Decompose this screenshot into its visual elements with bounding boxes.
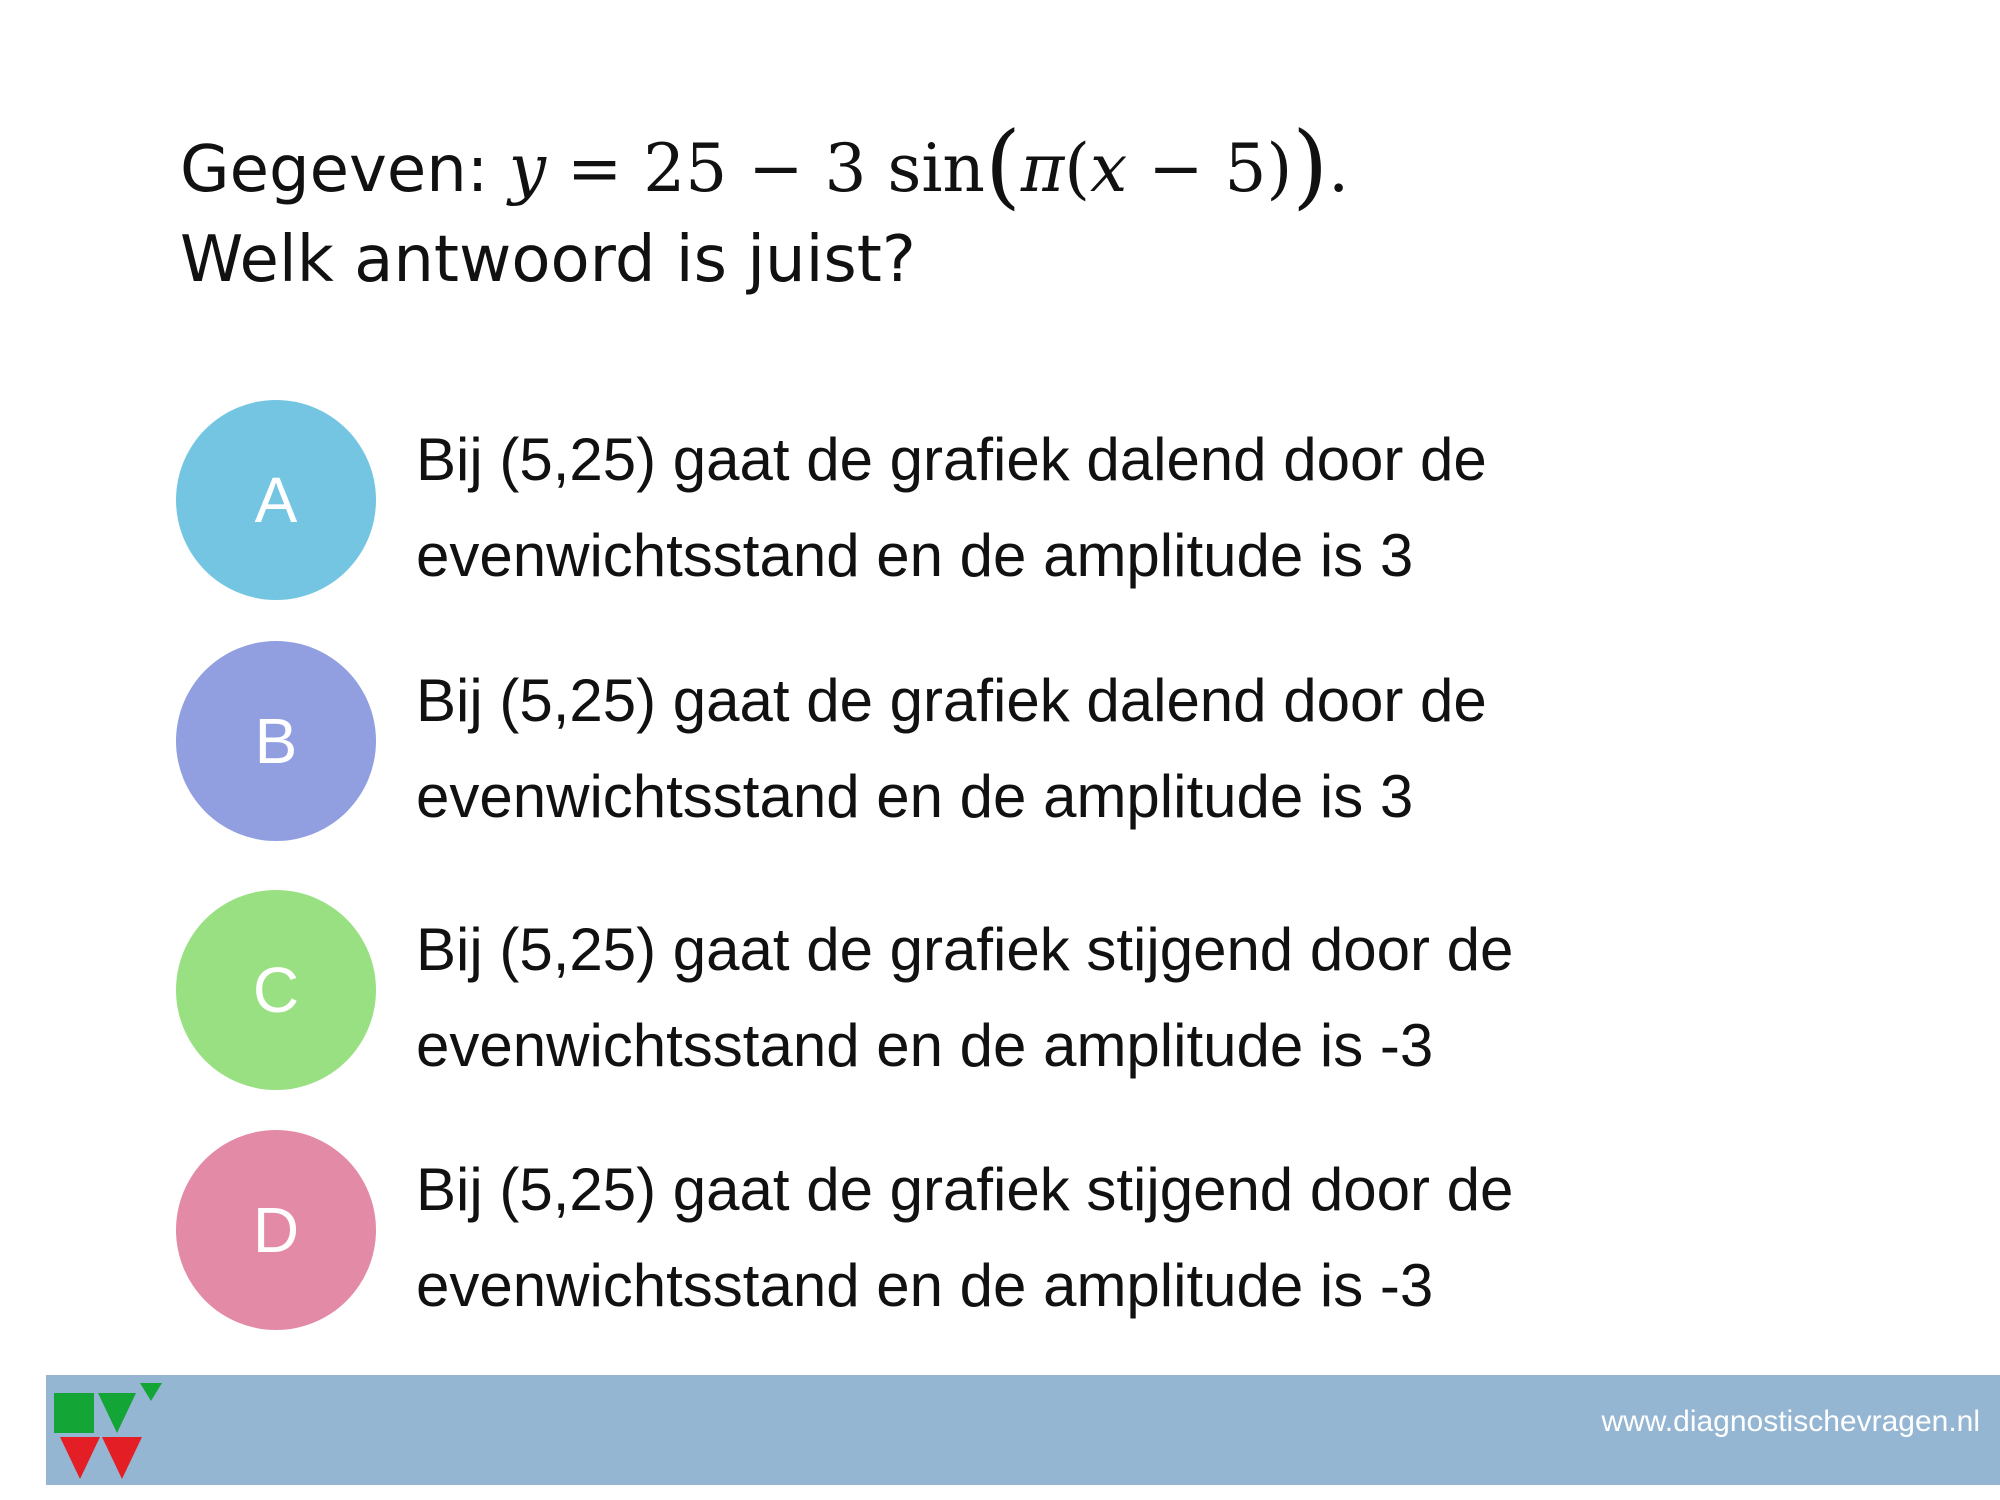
question-prefix: Gegeven: (180, 133, 509, 207)
option-b-line2: evenwichtsstand en de amplitude is 3 (416, 763, 1414, 830)
formula-y: y (508, 130, 546, 207)
option-c-text[interactable] (416, 902, 1866, 1094)
option-c-line2: evenwichtsstand en de amplitude is -3 (416, 1012, 1434, 1079)
formula-equals: = 25 − 3 sin (545, 130, 985, 207)
logo-red-triangle-left (60, 1437, 100, 1479)
formula-close-paren: ) (1292, 112, 1329, 219)
option-a-line2: evenwichtsstand en de amplitude is 3 (416, 522, 1414, 589)
option-c-circle[interactable] (176, 890, 376, 1090)
option-a-circle[interactable] (176, 400, 376, 600)
footer-bar (46, 1375, 2000, 1485)
option-a-text[interactable] (416, 412, 1866, 604)
formula-pi: π (1020, 130, 1065, 207)
logo-red-triangle-right (102, 1437, 142, 1479)
option-a-letter: A (254, 464, 298, 536)
formula-open-paren: ( (984, 112, 1021, 219)
option-b-text[interactable] (416, 653, 1866, 845)
formula-period: . (1328, 130, 1350, 207)
option-b-line1: Bij (5,25) gaat de grafiek dalend door de (416, 667, 1487, 734)
option-b-circle[interactable] (176, 641, 376, 841)
option-c-letter: C (252, 954, 300, 1026)
question-formula-line (180, 110, 1880, 219)
logo-icon (54, 1379, 164, 1483)
option-d[interactable] (176, 1130, 1926, 1330)
option-c-line1: Bij (5,25) gaat de grafiek stijgend door de (416, 916, 1514, 983)
option-d-line2: evenwichtsstand en de amplitude is -3 (416, 1252, 1434, 1319)
question-prompt: Welk antwoord is juist? (180, 223, 916, 297)
option-d-text[interactable] (416, 1142, 1866, 1334)
logo-green-square (54, 1393, 94, 1433)
option-d-letter: D (252, 1194, 300, 1266)
option-a[interactable] (176, 400, 1926, 600)
logo-green-triangle (98, 1393, 136, 1433)
footer-url-link[interactable]: www.diagnostischevragen.nl (1601, 1405, 1980, 1438)
formula-inner-open: ( (1064, 130, 1090, 207)
option-a-line1: Bij (5,25) gaat de grafiek dalend door de (416, 426, 1487, 493)
logo-small-triangle (140, 1383, 162, 1401)
option-d-line1: Bij (5,25) gaat de grafiek stijgend door de (416, 1156, 1514, 1223)
option-b[interactable] (176, 641, 1926, 841)
formula-x: x (1090, 130, 1128, 207)
formula-inner-rest: − 5) (1127, 130, 1293, 207)
option-d-circle[interactable] (176, 1130, 376, 1330)
option-b-letter: B (254, 705, 298, 777)
formula (508, 112, 1350, 219)
question-block (180, 110, 1880, 310)
option-c[interactable] (176, 890, 1926, 1090)
